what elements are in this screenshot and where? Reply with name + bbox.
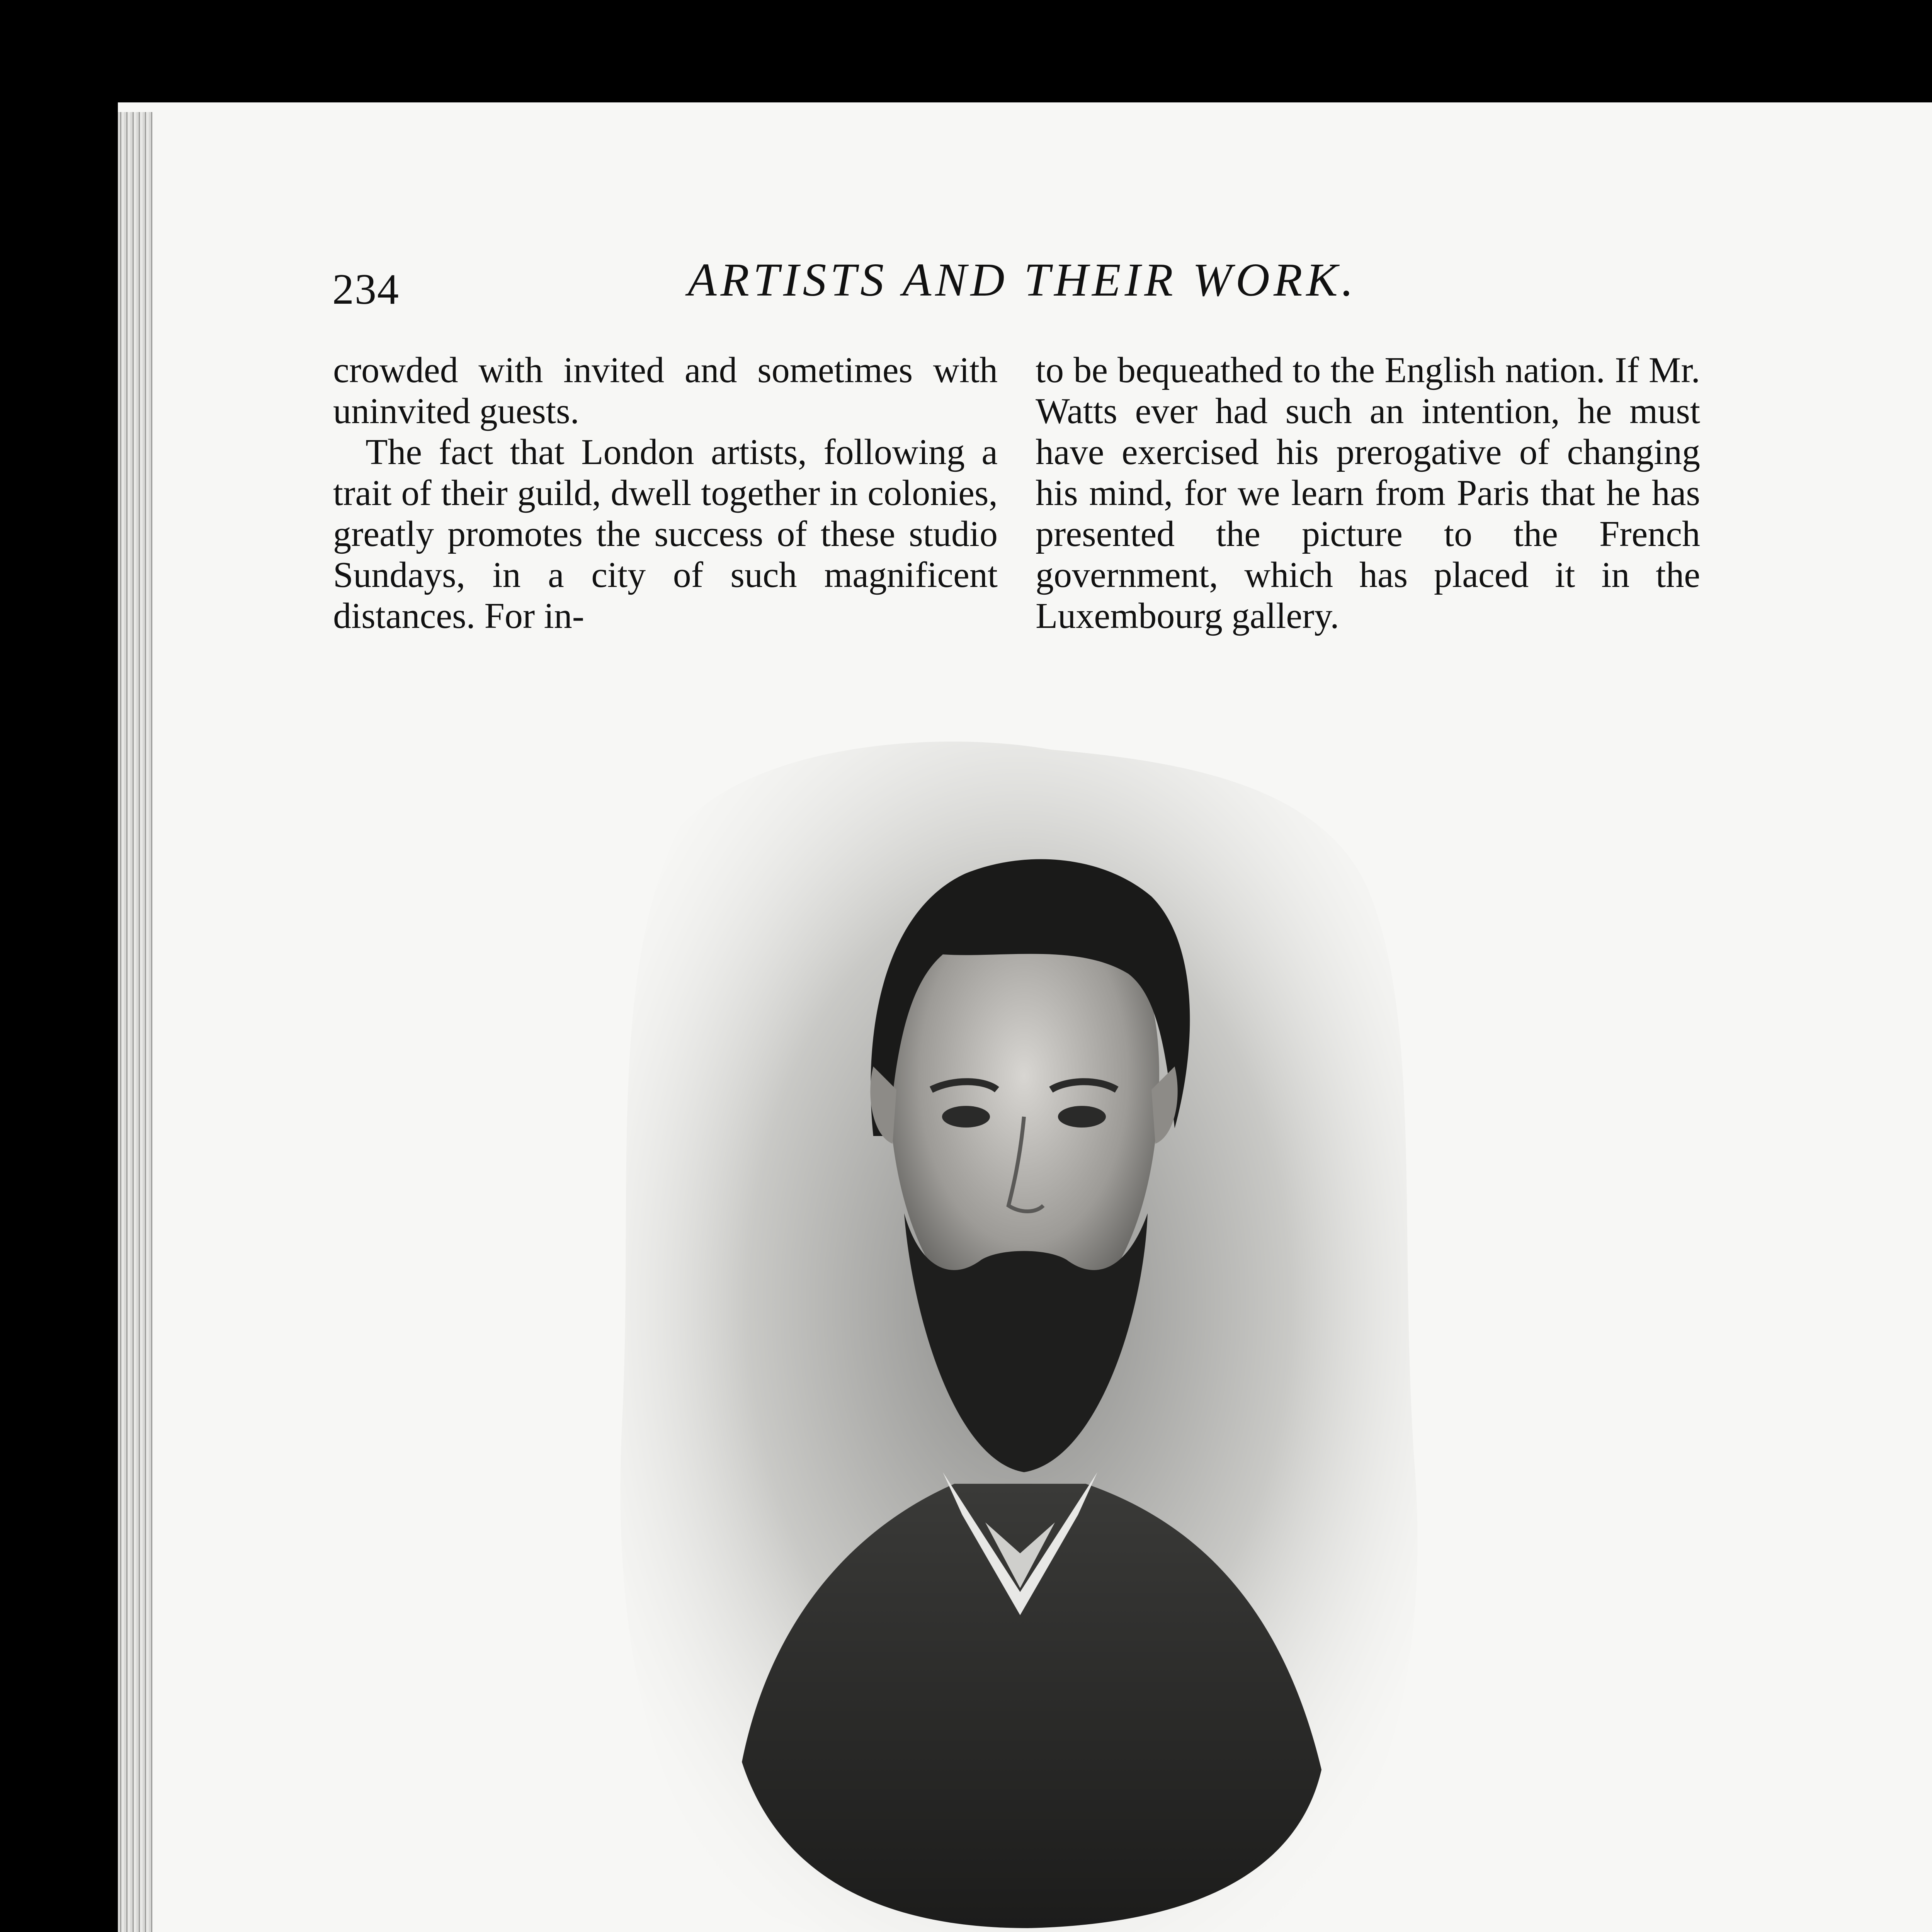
column-top-right: [1036, 350, 1700, 636]
portrait-photograph: [595, 726, 1441, 1932]
page-number: 234: [332, 265, 400, 313]
paragraph: crowded with invited and sometimes with uninvited guests.: [333, 350, 998, 431]
paragraph: The fact that London artists, following a trait of their guild, dwell together in colonies, greatly promotes the success of these studio Sundays, in a city of such magnificent distances. For in-: [333, 432, 998, 636]
running-head: [332, 253, 1739, 315]
page-stack-edge-left: [118, 112, 153, 1932]
column-top-left: [333, 350, 998, 636]
paragraph: to be bequeathed to the English nation. If Mr. Watts ever had such an intention, he must have exercised his prerogative of changing his mind, for we learn from Paris that he has presented the picture to the French government, which has placed it in the Luxembourg gallery.: [1036, 350, 1700, 636]
portrait-image: [595, 726, 1441, 1932]
running-title: ARTISTS AND THEIR WORK.: [688, 254, 1357, 306]
